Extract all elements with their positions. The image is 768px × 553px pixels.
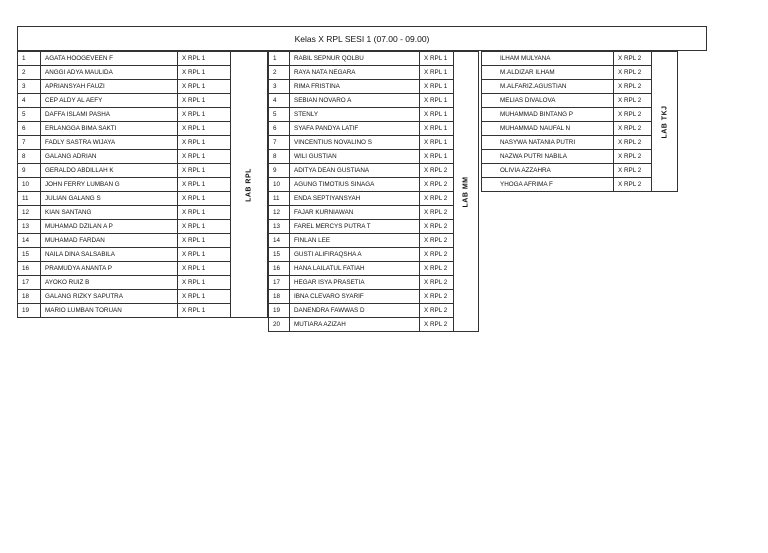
class-name: X RPL 1 [178, 304, 231, 318]
table-row [269, 66, 479, 80]
row-number: 5 [18, 108, 41, 122]
row-number: 9 [269, 164, 290, 178]
student-name: NAZWA PUTRI NABILA [482, 150, 614, 164]
student-name: MELIAS DIVALOVA [482, 94, 614, 108]
row-number: 2 [18, 66, 41, 80]
student-name: MUHAMMAD NAUFAL N [482, 122, 614, 136]
class-name: X RPL 1 [178, 206, 231, 220]
row-number: 10 [18, 178, 41, 192]
table-row [269, 108, 479, 122]
class-name: X RPL 2 [614, 80, 652, 94]
student-name: YHOGA AFRIMA F [482, 178, 614, 192]
row-number: 15 [269, 248, 290, 262]
student-name: VINCENTIUS NOVALINO S [290, 136, 420, 150]
class-name: X RPL 1 [420, 150, 454, 164]
student-name: GALANG RIZKY SAPUTRA [41, 290, 178, 304]
table-row [269, 136, 479, 150]
row-number: 5 [269, 108, 290, 122]
table-row [482, 52, 678, 66]
row-number: 3 [18, 80, 41, 94]
table-row [482, 150, 678, 164]
row-number: 18 [18, 290, 41, 304]
lab-mm-table [268, 51, 479, 332]
student-name: GUSTI ALIFIRAQSHA A [290, 248, 420, 262]
table-row [269, 164, 479, 178]
table-row [269, 150, 479, 164]
class-name: X RPL 1 [178, 262, 231, 276]
table-row [269, 52, 479, 66]
lab-label-cell [454, 52, 479, 332]
row-number: 6 [18, 122, 41, 136]
student-name: SYAFA PANDYA LATIF [290, 122, 420, 136]
student-name: FAREL MERCYS PUTRA T [290, 220, 420, 234]
table-row [269, 304, 479, 318]
class-name: X RPL 2 [614, 66, 652, 80]
class-name: X RPL 2 [420, 178, 454, 192]
student-name: MARIO LUMBAN TORUAN [41, 304, 178, 318]
row-number: 3 [269, 80, 290, 94]
row-number: 19 [269, 304, 290, 318]
class-name: X RPL 1 [420, 94, 454, 108]
lab-label-cell [231, 52, 268, 318]
table-row [18, 52, 268, 66]
class-name: X RPL 1 [420, 80, 454, 94]
class-name: X RPL 1 [178, 94, 231, 108]
table-row [269, 206, 479, 220]
student-name: HANA LAILATUL FATIAH [290, 262, 420, 276]
student-name: DANENDRA FAWWAS D [290, 304, 420, 318]
class-name: X RPL 1 [178, 136, 231, 150]
class-name: X RPL 1 [178, 52, 231, 66]
row-number: 8 [269, 150, 290, 164]
row-number: 2 [269, 66, 290, 80]
student-name: FINLAN LEE [290, 234, 420, 248]
lab-label-cell [652, 52, 678, 192]
class-name: X RPL 2 [420, 276, 454, 290]
row-number: 16 [269, 262, 290, 276]
table-row [482, 80, 678, 94]
student-name: SEBIAN NOVARO A [290, 94, 420, 108]
class-name: X RPL 1 [178, 220, 231, 234]
class-name: X RPL 2 [420, 192, 454, 206]
row-number: 7 [269, 136, 290, 150]
row-number: 1 [269, 52, 290, 66]
student-name: ERLANGGA BIMA SAKTI [41, 122, 178, 136]
class-name: X RPL 1 [178, 276, 231, 290]
class-name: X RPL 2 [420, 234, 454, 248]
table-row [482, 108, 678, 122]
student-name: AYOKO RUIZ B [41, 276, 178, 290]
lab-label: LAB RPL [245, 167, 253, 202]
table-row [269, 248, 479, 262]
class-name: X RPL 2 [420, 248, 454, 262]
student-name: MUHAMMAD BINTANG P [482, 108, 614, 122]
student-name: FADLY SASTRA WIJAYA [41, 136, 178, 150]
row-number: 15 [18, 248, 41, 262]
row-number: 13 [269, 220, 290, 234]
student-name: NASYWA NATANIA PUTRI [482, 136, 614, 150]
table-row [269, 234, 479, 248]
class-name: X RPL 1 [420, 108, 454, 122]
class-name: X RPL 1 [178, 234, 231, 248]
row-number: 10 [269, 178, 290, 192]
row-number: 13 [18, 220, 41, 234]
student-name: AGUNG TIMOTIUS SINAGA [290, 178, 420, 192]
table-row [482, 178, 678, 192]
table-row [482, 122, 678, 136]
class-name: X RPL 2 [614, 178, 652, 192]
class-name: X RPL 1 [178, 164, 231, 178]
student-name: DAFFA ISLAMI PASHA [41, 108, 178, 122]
class-name: X RPL 1 [178, 150, 231, 164]
class-name: X RPL 2 [614, 108, 652, 122]
class-name: X RPL 2 [614, 52, 652, 66]
row-number: 20 [269, 318, 290, 332]
student-name: ILHAM MULYANA [482, 52, 614, 66]
table-row [269, 94, 479, 108]
class-name: X RPL 1 [178, 108, 231, 122]
class-name: X RPL 2 [614, 164, 652, 178]
row-number: 9 [18, 164, 41, 178]
class-name: X RPL 2 [420, 206, 454, 220]
table-row [269, 178, 479, 192]
class-name: X RPL 2 [420, 304, 454, 318]
student-name: STENLY [290, 108, 420, 122]
student-name: KIAN SANTANG [41, 206, 178, 220]
student-name: JULIAN GALANG S [41, 192, 178, 206]
row-number: 14 [18, 234, 41, 248]
table-row [269, 80, 479, 94]
student-name: JOHN FERRY LUMBAN G [41, 178, 178, 192]
class-name: X RPL 1 [178, 248, 231, 262]
student-name: APRIANSYAH FAUZI [41, 80, 178, 94]
class-name: X RPL 1 [178, 122, 231, 136]
table-row [269, 318, 479, 332]
lab-label: LAB TKJ [661, 104, 668, 139]
student-name: GERALDO ABDILLAH K [41, 164, 178, 178]
class-name: X RPL 2 [420, 318, 454, 332]
class-name: X RPL 2 [614, 136, 652, 150]
sheet-title: Kelas X RPL SESI 1 (07.00 - 09.00) [17, 26, 707, 51]
table-row [269, 122, 479, 136]
student-name: ENDA SEPTIYANSYAH [290, 192, 420, 206]
class-name: X RPL 1 [420, 66, 454, 80]
class-name: X RPL 2 [614, 150, 652, 164]
student-name: MUHAMAD DZILAN A P [41, 220, 178, 234]
student-name: WILI GUSTIAN [290, 150, 420, 164]
row-number: 12 [18, 206, 41, 220]
table-row [269, 276, 479, 290]
row-number: 14 [269, 234, 290, 248]
student-name: MUTIARA AZIZAH [290, 318, 420, 332]
row-number: 19 [18, 304, 41, 318]
student-name: AGATA HOOGEVEEN F [41, 52, 178, 66]
row-number: 17 [269, 276, 290, 290]
class-name: X RPL 1 [178, 290, 231, 304]
class-name: X RPL 1 [420, 136, 454, 150]
student-name: GALANG ADRIAN [41, 150, 178, 164]
table-row [269, 290, 479, 304]
row-number: 4 [269, 94, 290, 108]
student-name: MUHAMAD FARDAN [41, 234, 178, 248]
class-name: X RPL 2 [614, 122, 652, 136]
lab-rpl-table [17, 51, 268, 318]
student-name: ADITYA DEAN GUSTIANA [290, 164, 420, 178]
student-name: M.ALFARIZ.AGUSTIAN [482, 80, 614, 94]
table-row [269, 220, 479, 234]
table-row [482, 164, 678, 178]
student-name: IBNA CLEVARO SYARIF [290, 290, 420, 304]
table-row [269, 262, 479, 276]
row-number: 17 [18, 276, 41, 290]
class-name: X RPL 1 [420, 122, 454, 136]
row-number: 11 [269, 192, 290, 206]
row-number: 11 [18, 192, 41, 206]
class-name: X RPL 2 [420, 290, 454, 304]
student-name: HEGAR ISYA PRASETIA [290, 276, 420, 290]
table-row [482, 94, 678, 108]
class-name: X RPL 2 [420, 164, 454, 178]
class-name: X RPL 1 [420, 52, 454, 66]
class-name: X RPL 1 [178, 178, 231, 192]
lab-label: LAB MM [462, 176, 470, 207]
row-number: 7 [18, 136, 41, 150]
row-number: 4 [18, 94, 41, 108]
row-number: 8 [18, 150, 41, 164]
lab-tkj-table [481, 51, 678, 192]
row-number: 16 [18, 262, 41, 276]
student-name: RABIL SEPNUR QOLBU [290, 52, 420, 66]
student-name: ANGGI ADYA MAULIDA [41, 66, 178, 80]
student-name: CEP ALDY AL AEFY [41, 94, 178, 108]
student-name: FAJAR KURNIAWAN [290, 206, 420, 220]
row-number: 12 [269, 206, 290, 220]
student-name: NAILA DINA SALSABILA [41, 248, 178, 262]
student-name: OLIVIA AZZAHRA [482, 164, 614, 178]
student-name: RAYA NATA NEGARA [290, 66, 420, 80]
table-row [482, 66, 678, 80]
class-name: X RPL 1 [178, 66, 231, 80]
student-name: PRAMUDYA ANANTA P [41, 262, 178, 276]
class-name: X RPL 2 [420, 220, 454, 234]
row-number: 1 [18, 52, 41, 66]
class-name: X RPL 2 [614, 94, 652, 108]
table-row [482, 136, 678, 150]
class-name: X RPL 1 [178, 80, 231, 94]
row-number: 6 [269, 122, 290, 136]
row-number: 18 [269, 290, 290, 304]
class-name: X RPL 2 [420, 262, 454, 276]
class-name: X RPL 1 [178, 192, 231, 206]
student-name: M.ALDIZAR ILHAM [482, 66, 614, 80]
table-row [269, 192, 479, 206]
student-name: RIMA FRISTINA [290, 80, 420, 94]
